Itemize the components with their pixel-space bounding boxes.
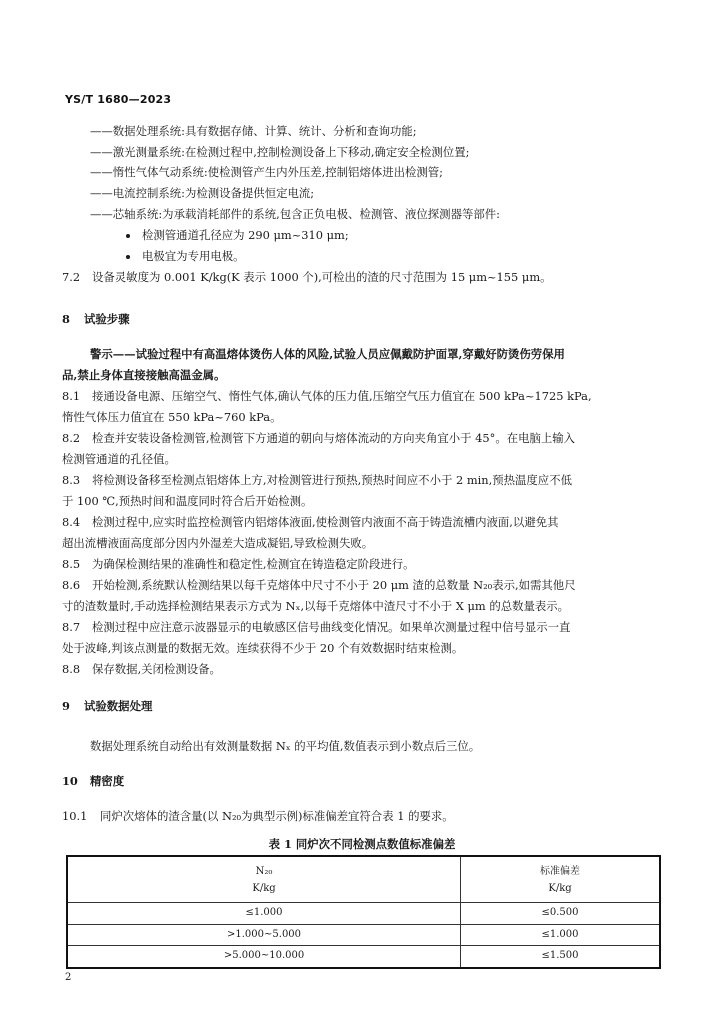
standard-number: YS/T 1680—2023 [65,93,172,106]
table-cell: ≤0.500 [461,903,660,925]
table-cell: ≤1.500 [461,946,660,968]
clause-10-1 [62,810,454,824]
list-item: ——数据处理系统:具有数据存储、计算、统计、分析和查询功能; [90,124,417,138]
bullet-icon [126,255,130,259]
clause-text: 将检测设备移至检测点铝熔体上方,对检测管进行预热,预热时间应不小于 2 min,预热温度应不低 [92,473,572,487]
table-caption: 表 1 同炉次不同检测点数值标准偏差 [268,837,456,851]
clause-8-3 [62,474,572,488]
clause-text: 保存数据,关闭检测设备。 [92,662,221,676]
table-row [67,946,660,968]
clause-text-cont: 于 100 ℃,预热时间和温度同时符合后开始检测。 [62,494,313,508]
clause-text: 开始检测,系统默认检测结果以每千克熔体中尺寸不小于 20 μm 渣的总数量 N₂₀表示,如需其他尺 [92,578,576,592]
table-header-row [67,856,660,903]
clause-number: 8.2 [62,431,81,445]
clause-8-6 [62,579,576,593]
section-heading-8 [62,313,130,327]
section-number: 8 [62,312,70,326]
clause-number: 8.8 [62,662,81,676]
bullet-text: 检测管通道孔径应为 290 μm~310 μm; [142,228,349,242]
clause-8-8 [62,663,221,677]
table-cell: >1.000~5.000 [67,924,461,946]
clause-8-1 [62,390,592,404]
clause-text-cont: 检测管通道的孔径值。 [62,452,176,466]
clause-text: 同炉次熔体的渣含量(以 N₂₀为典型示例)标准偏差宜符合表 1 的要求。 [100,809,454,823]
clause-text-cont: 寸的渣数量时,手动选择检测结果表示方式为 Nₓ,以每千克熔体中渣尺寸不小于 X μm 的总数量表示。 [62,599,570,613]
clause-8-5 [62,558,415,572]
clause-8-2 [62,432,575,446]
section-9-text: 数据处理系统自动给出有效测量数据 Nₓ 的平均值,数值表示到小数点后三位。 [90,739,481,753]
clause-number: 7.2 [62,270,81,284]
clause-number: 8.7 [62,620,81,634]
list-item: ——激光测量系统:在检测过程中,控制检测设备上下移动,确定安全检测位置; [90,145,470,159]
header-line: 标准偏差 [540,865,581,877]
table-row [67,903,660,925]
header-line: N₂₀ [255,865,273,877]
list-item: ——电流控制系统:为检测设备提供恒定电流; [90,186,315,200]
header-line: K/kg [548,882,572,894]
clause-text: 检测过程中应注意示波器显示的电敏感区信号曲线变化情况。如果单次测量过程中信号显示一直 [92,620,571,634]
clause-text: 为确保检测结果的准确性和稳定性,检测宜在铸造稳定阶段进行。 [92,557,415,571]
table-row [67,924,660,946]
table-cell: ≤1.000 [67,903,461,925]
clause-text: 检查并安装设备检测管,检测管下方通道的朝向与熔体流动的方向夹角宜小于 45°。在电脑上输入 [92,431,576,445]
bullet-icon [126,234,130,238]
bullet-text: 电极宜为专用电极。 [142,249,245,263]
clause-text-cont: 处于波峰,判该点测量的数据无效。连续获得不少于 20 个有效数据时结束检测。 [62,641,464,655]
table-1 [66,855,661,969]
clause-7-2 [62,271,552,285]
table-cell: ≤1.000 [461,924,660,946]
clause-text-cont: 超出流槽液面高度部分因内外湿差大造成凝铝,导致检测失败。 [62,536,374,550]
clause-text-cont: 惰性气体压力值宜在 550 kPa~760 kPa。 [62,410,282,424]
table-cell: >5.000~10.000 [67,946,461,968]
list-item: ——芯轴系统:为承载消耗部件的系统,包含正负电极、检测管、液位探测器等部件: [90,207,500,221]
clause-number: 8.1 [62,389,81,403]
section-number: 9 [62,699,70,713]
clause-number: 8.3 [62,473,81,487]
bullet-item [126,250,245,264]
bullet-item [126,229,349,243]
section-title: 试验数据处理 [84,699,153,713]
section-title: 精密度 [90,774,125,788]
section-heading-9 [62,700,152,714]
list-item: ——惰性气体气动系统:使检测管产生内外压差,控制铝熔体进出检测管; [90,165,444,179]
clause-text: 检测过程中,应实时监控检测管内铝熔体液面,使检测管内液面不高于铸造流槽内液面,以避免其 [92,515,559,529]
clause-number: 8.5 [62,557,81,571]
clause-text: 设备灵敏度为 0.001 K/kg(K 表示 1000 个),可检出的渣的尺寸范围为 15 μm~155 μm。 [92,270,552,284]
clause-8-4 [62,516,559,530]
page-number: 2 [65,972,72,983]
clause-number: 10.1 [62,809,88,823]
header-cell-std-dev [461,856,660,903]
header-cell-n20 [67,856,461,903]
header-line: K/kg [252,882,276,894]
section-title: 试验步骤 [84,312,130,326]
clause-text: 接通设备电源、压缩空气、惰性气体,确认气体的压力值,压缩空气压力值宜在 500 kPa~1725 kPa, [92,389,592,403]
section-heading-10 [62,775,124,789]
clause-number: 8.6 [62,578,81,592]
clause-8-7 [62,621,570,635]
section-number: 10 [62,774,78,788]
clause-number: 8.4 [62,515,81,529]
warning-line: 警示——试验过程中有高温熔体烫伤人体的风险,试验人员应佩戴防护面罩,穿戴好防烫伤劳保用 [90,347,565,361]
warning-line: 品,禁止身体直接接触高温金属。 [62,368,226,382]
